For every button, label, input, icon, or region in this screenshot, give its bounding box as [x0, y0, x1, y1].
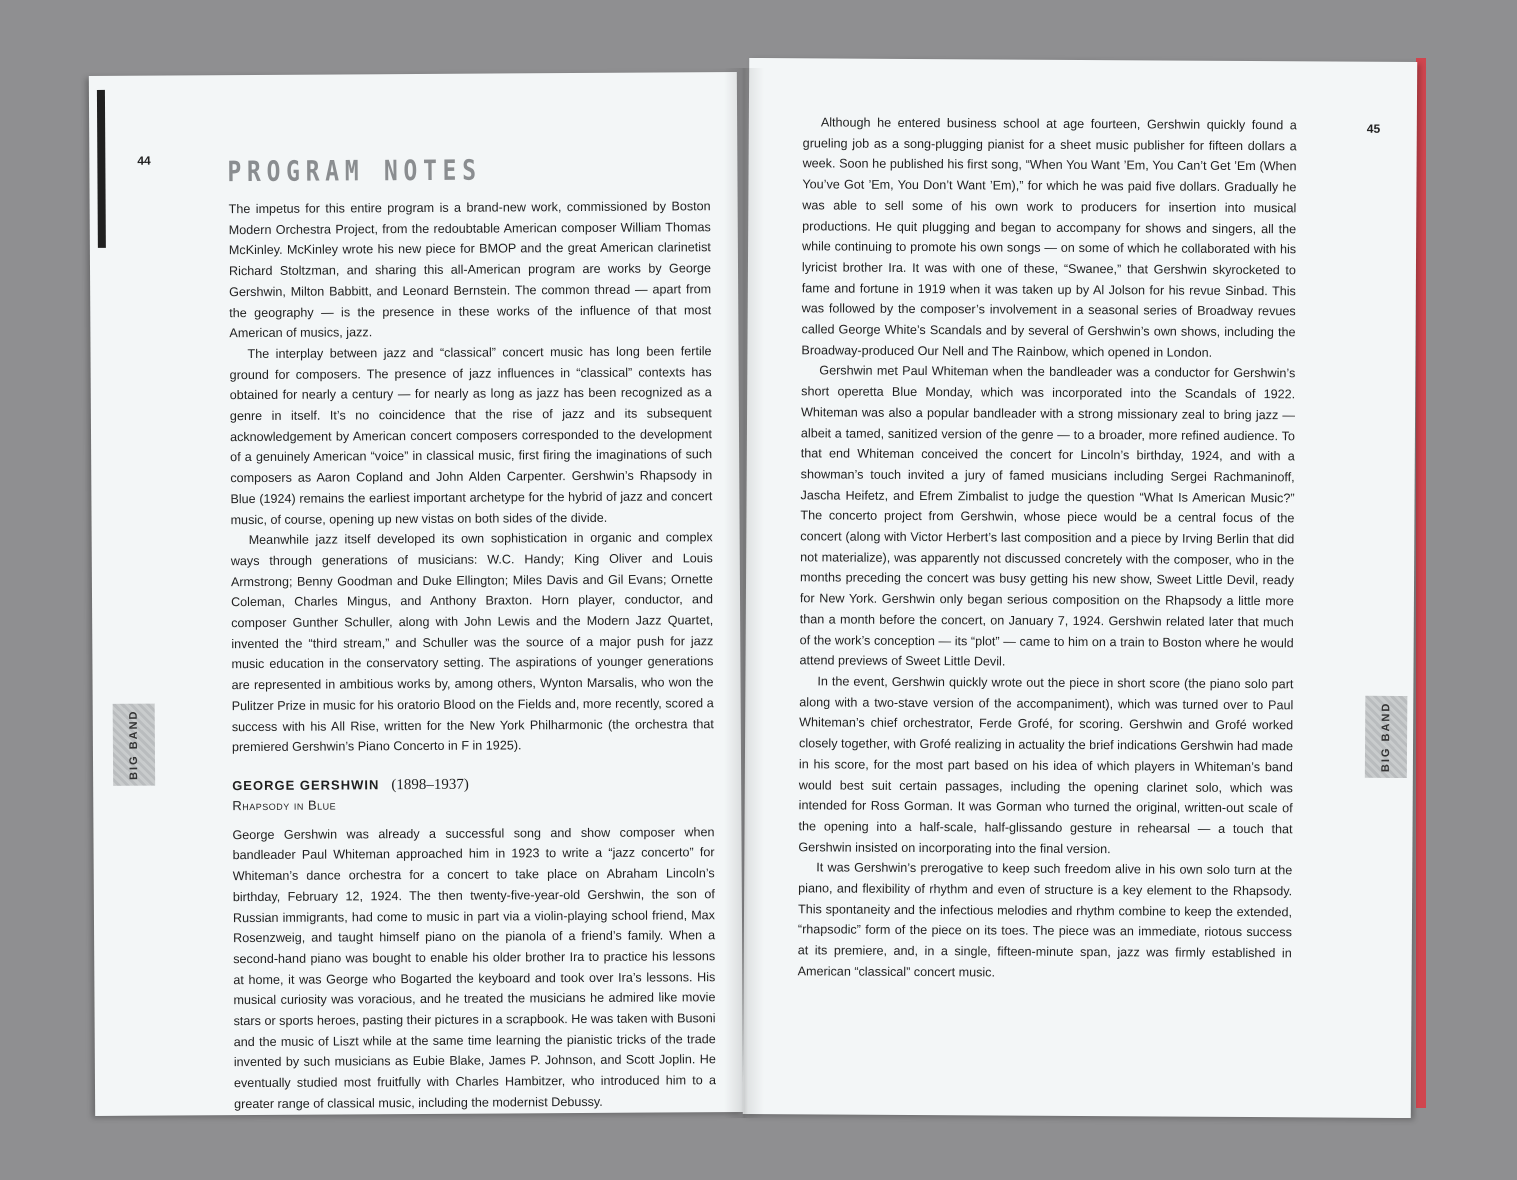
left-page: [89, 72, 743, 1116]
composer-name: GEORGE GERSHWIN: [232, 777, 380, 794]
side-tab-label: BIG BAND: [1379, 701, 1393, 773]
paragraph: In the event, Gershwin quickly wrote out the piece in short score (the piano solo part along with a two-stave version of the accompaniment), which was turned over to Paul Whiteman’s chief orchestrator, Ferde Grofé, for scoring. Gershwin and Grofé worked closely together, with Grofé realizing in actuality the brief indications Gershwin had made in his score, for the most part based on his idea of which players in Whiteman’s band would best suit certain passages, including the opening clarinet solo, which was intended for Ross Gorman. It was Gorman who turned the original, written-out scale of the opening into a half-scale, half-glissando gesture in rehearsal — a touch that Gershwin insisted on incorporating into the final version.: [798, 674, 1294, 856]
paragraph: The impetus for this entire program is a brand-new work, commissioned by Boston Modern Orchestra Project, from the redoubtable American composer William Thomas McKinley. McKinley wrote his new piece for BMOP and the great American clarinetist Richard Stoltzman, and sharing this all-American program are works by George Gershwin, Milton Babbitt, and Leonard Bernstein. The common thread — apart from the geography — is the presence in these works of the influence of that most American of musics, jazz.: [228, 199, 712, 341]
black-edge-bar: [97, 90, 106, 248]
right-text-column: [798, 112, 1297, 985]
red-page-edge: [1416, 58, 1426, 1108]
paragraph: The interplay between jazz and “classical” concert music has long been fertile ground for composers. The presence of jazz influences in “classical” contexts has obtained for nearly a century — for nearly as long as jazz has been recognized as a genre in itself. It’s no coincidence that the rise of jazz and its subsequent acknowledgement by American concert composers corresponded to the development of a genuinely American “voice” in classical music, first firing the imaginations of such composers as Aaron Copland and John Alden Carpenter. Gershwin’s Rhapsody in Blue (1924) remains the earliest important archetype for the hybrid of jazz and concert music, of course, opening up new vistas on both sides of the divide.: [229, 344, 713, 527]
paragraph: Meanwhile jazz itself developed its own sophistication in organic and complex ways through generations of musicians: W.C. Handy; King Oliver and Louis Armstrong; Benny Goodman and Duke Ellington; Miles Davis and Gil Evans; Ornette Coleman, Charles Mingus, and Anthony Braxton. Horn player, conductor, and composer Gunther Schuller, along with John Lewis and the Modern Jazz Quartet, invented the “third stream,” and Schuller was the source of a major push for jazz music education in the conservatory setting. The aspirations of younger generations are represented in ambitious works by, among others, Wynton Marsalis, who won the Pulitzer Prize in music for his oratorio Blood on the Fields and, more recently, scored a success with his All Rise, written for the New York Philharmonic (the orchestra that premiered Gershwin’s Piano Concerto in F in 1925).: [230, 530, 714, 755]
side-tab-label: BIG BAND: [127, 709, 141, 780]
paragraph: George Gershwin was already a successful song and show composer when bandleader Paul Whiteman approached him in 1923 to write a “jazz concerto” for Whiteman’s dance orchestra for a concert to take place on Abraham Lincoln’s birthday, February 12, 1924. The then twenty-five-year-old Gershwin, the son of Russian immigrants, had come to music in part via a violin-playing school friend, Max Rosenzweig, and taught himself piano on the pianola of a friend’s family. When a second-hand piano was bought to enable his older brother Ira to practice his lessons at home, it was George who Bogarted the keyboard and took over Ira’s lessons. His musical curiosity was voracious, and he treated the musicians he admired like movie stars or sports heroes, pasting their pictures in a scrapbook. He was taken with Busoni and the music of Liszt while at the same time learning the pianistic tricks of the trade invented by such musicians as Eubie Blake, James P. Johnson, and Scott Joplin. He eventually studied most fruitfully with Charles Hambitzer, who introduced him to a greater range of classical music, including the modernist Debussy.: [232, 824, 717, 1111]
paragraph: Gershwin met Paul Whiteman when the bandleader was a conductor for Gershwin’s short operetta Blue Monday, which was incorporated into the Scandals of 1922. Whiteman was also a popular bandleader with a strong missionary zeal to bring jazz — albeit a tamed, sanitized version of the genre — to a broader, more refined audience. To that end Whiteman conceived the concert for Lincoln’s birthday, 1924, and with a showman’s touch invited a jury of famed musicians including Sergei Rachmaninoff, Jascha Heifetz, and Efrem Zimbalist to judge the question “What Is American Music?” The concerto project from Gershwin, whose piece would be a central focus of the concert (along with Victor Herbert’s last composition and a piece by Irving Berlin that did not materialize), was apparently not discussed concretely with the composer, who in the months preceding the concert was busy getting his new show, Sweet Little Devil, ready for New York. Gershwin only began serious composition on the Rhapsody a little more than a month before the concert, on January 7, 1924. Gershwin related later that much of the work’s conception — its “plot” — came to him on a train to Boston where he would attend previews of Sweet Little Devil.: [799, 363, 1296, 669]
page-number-right: 45: [1366, 121, 1381, 136]
right-page: [743, 58, 1417, 1118]
booklet-spread: [84, 58, 1424, 1120]
side-tab-left: [113, 704, 156, 786]
paragraph: Although he entered business school at age fourteen, Gershwin quickly found a grueling job as a song-plugging pianist for a sheet music publisher for fifteen dollars a week. Soon he published his first song, “When You Want ’Em, You Can’t Get ’Em (When You’ve Got ’Em, You Don’t Want ’Em),” for which he was paid five dollars. Gradually he was able to sell some of his own work to producers for insertion into musical productions. He quit plugging and began to accompany for shows and singers, all the while continuing to promote his own songs — on some of which he collaborated with his lyricist brother Ira. It was with one of these, “Swanee,” that Gershwin skyrocketed to fame and fortune in 1919 when it was taken up by Al Jolson for his revue Sinbad. This was followed by the composer’s involvement in a seasonal series of Broadway revues called George White’s Scandals and by several of Gershwin’s own shows, including the Broadway-produced Our Nell and The Rainbow, which opened in London.: [801, 115, 1297, 360]
left-text-column: [229, 196, 717, 1114]
page-title: PROGRAM NOTES: [227, 153, 482, 189]
side-tab-right: [1365, 696, 1408, 778]
work-title: Rhapsody in Blue: [232, 797, 337, 814]
page-number-left: 44: [137, 153, 151, 168]
composer-dates: (1898–1937): [391, 776, 469, 794]
paragraph: It was Gershwin’s prerogative to keep such freedom alive in his own solo turn at the piano, and flexibility of rhythm and even of structure is a key element to the Rhapsody. This spontaneity and the infectious melodies and rhythm combine to keep the extended, “rhapsodic” form of the piece on its toes. The piece was an immediate, riotous success at its premiere, and, in a single, fifteen-minute span, jazz was firmly established in American “classical” concert music.: [797, 860, 1293, 980]
